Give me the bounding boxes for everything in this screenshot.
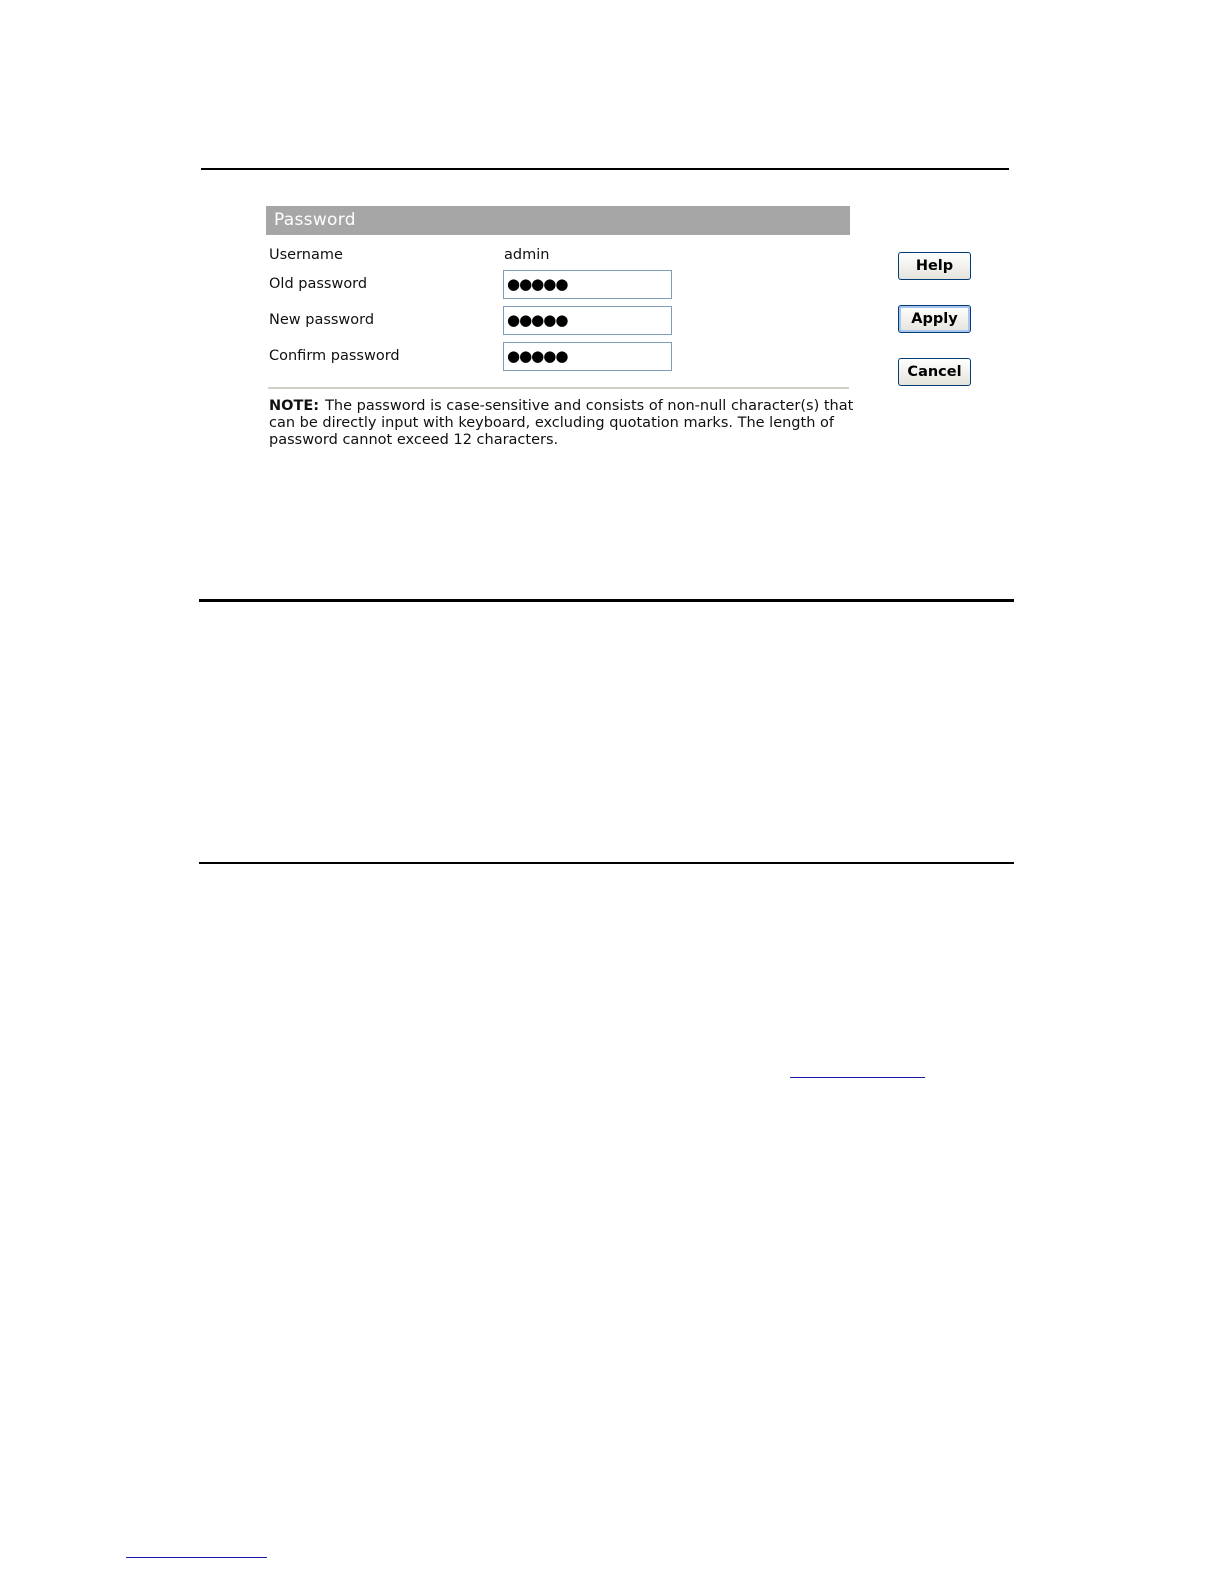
confirm-password-label: Confirm password xyxy=(269,348,400,364)
new-password-label: New password xyxy=(269,312,375,328)
help-button[interactable]: Help xyxy=(898,252,971,280)
old-password-label: Old password xyxy=(269,276,368,292)
old-password-input[interactable]: ●●●●● xyxy=(503,270,672,299)
panel-divider xyxy=(268,387,849,389)
note-prefix: NOTE: xyxy=(269,398,320,414)
password-panel xyxy=(262,200,986,452)
footnote-link-underline[interactable] xyxy=(126,1557,267,1558)
username-value: admin xyxy=(504,247,550,263)
password-note xyxy=(269,398,859,449)
middle-rule xyxy=(199,599,1014,602)
username-label: Username xyxy=(269,247,343,263)
cancel-button[interactable]: Cancel xyxy=(898,358,971,386)
lower-rule xyxy=(199,862,1014,864)
panel-title: Password xyxy=(266,206,850,235)
hyperlink-underline[interactable] xyxy=(790,1077,925,1078)
top-rule xyxy=(201,168,1009,170)
confirm-password-input[interactable]: ●●●●● xyxy=(503,342,672,371)
new-password-input[interactable]: ●●●●● xyxy=(503,306,672,335)
apply-button[interactable]: Apply xyxy=(898,305,971,333)
note-text: The password is case-sensitive and consists of non-null character(s) that can be directly input with keyboard, excluding quotation marks. The length of password cannot exceed 12 characters. xyxy=(269,398,854,448)
